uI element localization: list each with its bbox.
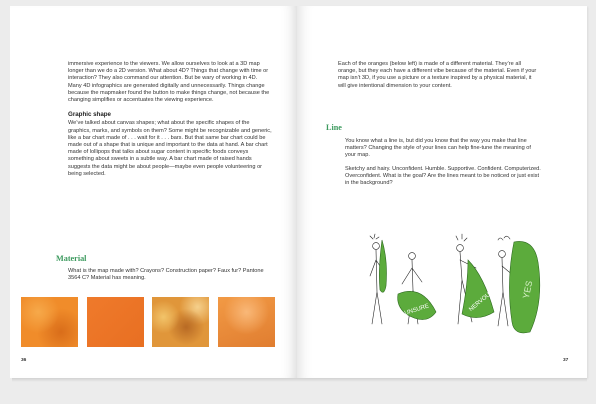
orange-swatch-paper: [87, 297, 144, 347]
oranges-paragraph: Each of the oranges (below left) is made of a different material. They’re all orange, but they each have a different vibe because of the material. Even if your map isn’t 3D, if you use a picture or a texture inspired by a physical material, it will give intentional dimension to your content.: [338, 61, 537, 89]
line-text-column: [345, 138, 541, 187]
orange-swatch-fur: [152, 297, 209, 347]
left-text-column: [68, 61, 272, 178]
line-paragraph-1: You know what a line is, but did you know that the way you make that line matters? Changing the style of your lines can help fine-tune the meaning of your map.: [345, 138, 531, 159]
figure-nervous: [456, 234, 495, 324]
figure-sketchy: [370, 234, 387, 324]
intro-paragraph: immersive experience to the viewers. We allow ourselves to look at a 3D map longer than we do a 2D version. What about 4D? Things that change with time or interaction? They also command our attention. But be wary of working in 4D. Many 4D infographics are generated digitally and unnecessarily. Things change because the mapmaker found the button to make things change, not because the changing simplifies or accentuates the viewing experience.: [68, 61, 270, 104]
line-heading: Line: [326, 123, 342, 132]
unsure-label: UNSURE: [403, 303, 430, 317]
figure-yes: [498, 236, 540, 333]
yes-label: YES: [520, 279, 535, 300]
graphic-shape-paragraph: We’ve talked about canvas shapes; what about the specific shapes of the graphics, marks, and symbols on them? Some might be recognizable and generic, like a bar chart made of . . . wait for it . . . bars. But that same bar chart could be made out of a shape that is unique and important to the data at hand. A bar chart made of lollipops that talks about sugar content in specific foods conveys something about sweets in a subtle way. A bar chart made of raised hands suggests the data might be about people—maybe even people volunteering or being selected.: [68, 120, 272, 177]
orange-swatch-paint: [218, 297, 275, 347]
page-number-left: 36: [21, 358, 27, 363]
line-paragraph-2: Sketchy and hairy. Unconfident. Humble. Supportive. Confident. Computerized. Overconfident. What is the goal? Are the lines meant to be noticed or just exist in the background?: [345, 165, 541, 187]
nervous-label: NERVOUS: [468, 289, 495, 314]
material-paragraph: What is the map made with? Crayons? Construction paper? Faux fur? Pantone 3564 C? Material has meaning.: [68, 268, 264, 282]
line-style-illustration: [368, 232, 548, 348]
orange-swatch-crayon: [21, 297, 78, 347]
graphic-shape-heading: Graphic shape: [68, 111, 111, 119]
figure-unsure: [398, 253, 436, 324]
material-heading: Material: [56, 254, 87, 263]
page-number-right: 37: [563, 358, 569, 363]
book-shadow: [12, 378, 587, 382]
